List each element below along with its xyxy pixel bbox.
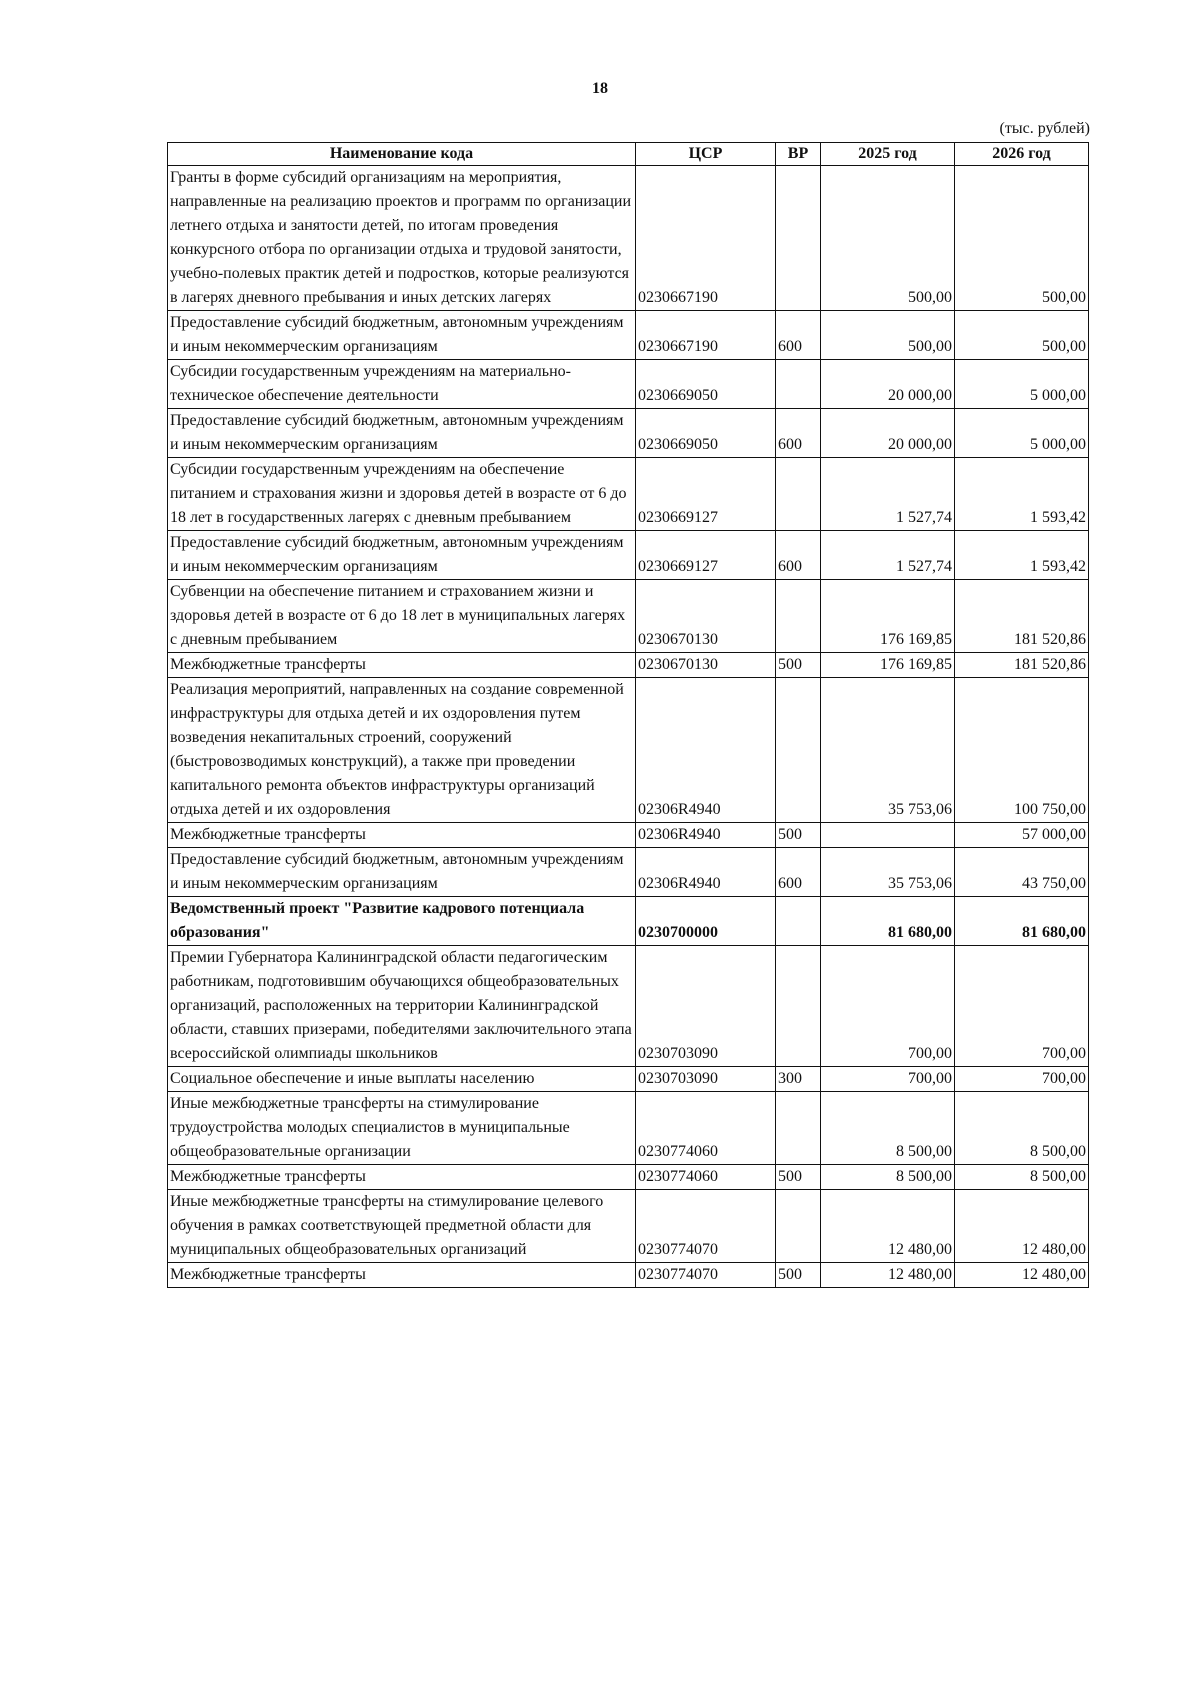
cell-2026: 8 500,00 bbox=[955, 1092, 1089, 1165]
table-row bbox=[168, 311, 1089, 360]
cell-2026: 1 593,42 bbox=[955, 458, 1089, 531]
cell-csr: 0230774060 bbox=[636, 1165, 776, 1190]
header-vr: ВР bbox=[776, 143, 821, 166]
cell-csr: 0230669127 bbox=[636, 458, 776, 531]
cell-2025: 176 169,85 bbox=[821, 580, 955, 653]
table-row bbox=[168, 1190, 1089, 1263]
cell-2026: 5 000,00 bbox=[955, 409, 1089, 458]
table-row bbox=[168, 1067, 1089, 1092]
cell-name: Субвенции на обеспечение питанием и страхованием жизни и здоровья детей в возрасте от 6 до 18 лет в муниципальных лагерях с дневным пребыванием bbox=[168, 580, 636, 653]
header-year-2025: 2025 год bbox=[821, 143, 955, 166]
table-row bbox=[168, 946, 1089, 1067]
cell-vr bbox=[776, 678, 821, 823]
cell-2025: 1 527,74 bbox=[821, 531, 955, 580]
cell-2026: 500,00 bbox=[955, 311, 1089, 360]
cell-2026: 1 593,42 bbox=[955, 531, 1089, 580]
budget-table bbox=[167, 142, 1089, 1288]
cell-csr: 0230670130 bbox=[636, 580, 776, 653]
cell-2026: 81 680,00 bbox=[955, 897, 1089, 946]
cell-2026: 181 520,86 bbox=[955, 580, 1089, 653]
cell-2026: 8 500,00 bbox=[955, 1165, 1089, 1190]
cell-vr: 600 bbox=[776, 409, 821, 458]
cell-2026: 500,00 bbox=[955, 166, 1089, 311]
cell-2026: 5 000,00 bbox=[955, 360, 1089, 409]
cell-vr bbox=[776, 580, 821, 653]
cell-2025: 20 000,00 bbox=[821, 360, 955, 409]
cell-name: Гранты в форме субсидий организациям на мероприятия, направленные на реализацию проектов и программ по организации летнего отдыха и занятости детей, по итогам проведения конкурсного отбора по организации отдыха и трудовой занятости, учебно-полевых практик детей и подростков, которые реализуются в лагерях дневного пребывания и иных детских лагерях bbox=[168, 166, 636, 311]
cell-csr: 0230670130 bbox=[636, 653, 776, 678]
table-row bbox=[168, 531, 1089, 580]
cell-vr: 500 bbox=[776, 823, 821, 848]
table-row bbox=[168, 653, 1089, 678]
cell-name: Ведомственный проект "Развитие кадрового потенциала образования" bbox=[168, 897, 636, 946]
page-number: 18 bbox=[592, 80, 608, 97]
cell-2026: 43 750,00 bbox=[955, 848, 1089, 897]
cell-csr: 0230669050 bbox=[636, 360, 776, 409]
cell-vr: 600 bbox=[776, 311, 821, 360]
cell-name: Предоставление субсидий бюджетным, автономным учреждениям и иным некоммерческим организациям bbox=[168, 531, 636, 580]
cell-name: Предоставление субсидий бюджетным, автономным учреждениям и иным некоммерческим организациям bbox=[168, 848, 636, 897]
table-row bbox=[168, 1165, 1089, 1190]
cell-vr bbox=[776, 1190, 821, 1263]
cell-csr: 0230669127 bbox=[636, 531, 776, 580]
cell-name: Реализация мероприятий, направленных на создание современной инфраструктуры для отдыха детей и их оздоровления путем возведения некапитальных строений, сооружений (быстровозводимых конструкций), а также при проведении капитального ремонта объектов инфраструктуры организаций отдыха детей и их оздоровления bbox=[168, 678, 636, 823]
cell-2025: 500,00 bbox=[821, 166, 955, 311]
cell-csr: 02306R4940 bbox=[636, 848, 776, 897]
cell-2026: 700,00 bbox=[955, 1067, 1089, 1092]
table-row bbox=[168, 678, 1089, 823]
cell-2025: 12 480,00 bbox=[821, 1263, 955, 1288]
cell-name: Предоставление субсидий бюджетным, автономным учреждениям и иным некоммерческим организациям bbox=[168, 409, 636, 458]
cell-vr bbox=[776, 166, 821, 311]
table-row bbox=[168, 897, 1089, 946]
cell-vr: 600 bbox=[776, 531, 821, 580]
cell-csr: 0230667190 bbox=[636, 166, 776, 311]
cell-name: Иные межбюджетные трансферты на стимулирование целевого обучения в рамках соответствующей предметной области для муниципальных общеобразовательных организаций bbox=[168, 1190, 636, 1263]
cell-csr: 0230774070 bbox=[636, 1190, 776, 1263]
cell-vr: 500 bbox=[776, 1263, 821, 1288]
cell-name: Межбюджетные трансферты bbox=[168, 1263, 636, 1288]
cell-vr: 500 bbox=[776, 653, 821, 678]
cell-2026: 12 480,00 bbox=[955, 1263, 1089, 1288]
cell-2025: 35 753,06 bbox=[821, 678, 955, 823]
table-row bbox=[168, 580, 1089, 653]
cell-csr: 0230669050 bbox=[636, 409, 776, 458]
cell-csr: 0230774060 bbox=[636, 1092, 776, 1165]
cell-2025 bbox=[821, 823, 955, 848]
cell-2025: 176 169,85 bbox=[821, 653, 955, 678]
cell-vr bbox=[776, 458, 821, 531]
cell-vr bbox=[776, 897, 821, 946]
cell-2025: 1 527,74 bbox=[821, 458, 955, 531]
cell-name: Социальное обеспечение и иные выплаты населению bbox=[168, 1067, 636, 1092]
table-row bbox=[168, 1263, 1089, 1288]
cell-2025: 700,00 bbox=[821, 1067, 955, 1092]
cell-vr: 600 bbox=[776, 848, 821, 897]
cell-csr: 0230667190 bbox=[636, 311, 776, 360]
cell-2025: 35 753,06 bbox=[821, 848, 955, 897]
cell-2025: 500,00 bbox=[821, 311, 955, 360]
units-note: (тыс. рублей) bbox=[999, 120, 1090, 137]
cell-csr: 0230700000 bbox=[636, 897, 776, 946]
cell-2025: 8 500,00 bbox=[821, 1092, 955, 1165]
cell-vr bbox=[776, 360, 821, 409]
cell-name: Премии Губернатора Калининградской области педагогическим работникам, подготовившим обучающихся общеобразовательных организаций, расположенных на территории Калининградской области, ставших призерами, победителями заключительного этапа всероссийской олимпиады школьников bbox=[168, 946, 636, 1067]
cell-csr: 02306R4940 bbox=[636, 823, 776, 848]
cell-name: Предоставление субсидий бюджетным, автономным учреждениям и иным некоммерческим организациям bbox=[168, 311, 636, 360]
header-csr: ЦСР bbox=[636, 143, 776, 166]
cell-2026: 57 000,00 bbox=[955, 823, 1089, 848]
table-header-row bbox=[168, 143, 1089, 166]
cell-name: Иные межбюджетные трансферты на стимулирование трудоустройства молодых специалистов в муниципальные общеобразовательные организации bbox=[168, 1092, 636, 1165]
cell-csr: 0230774070 bbox=[636, 1263, 776, 1288]
table-row bbox=[168, 848, 1089, 897]
cell-2026: 181 520,86 bbox=[955, 653, 1089, 678]
table-row bbox=[168, 360, 1089, 409]
table-row bbox=[168, 409, 1089, 458]
cell-csr: 0230703090 bbox=[636, 1067, 776, 1092]
cell-name: Межбюджетные трансферты bbox=[168, 653, 636, 678]
cell-name: Субсидии государственным учреждениям на обеспечение питанием и страхования жизни и здоровья детей в возрасте от 6 до 18 лет в государственных лагерях с дневным пребыванием bbox=[168, 458, 636, 531]
cell-2025: 12 480,00 bbox=[821, 1190, 955, 1263]
header-name: Наименование кода bbox=[168, 143, 636, 166]
table-row bbox=[168, 1092, 1089, 1165]
cell-csr: 02306R4940 bbox=[636, 678, 776, 823]
cell-vr bbox=[776, 946, 821, 1067]
cell-csr: 0230703090 bbox=[636, 946, 776, 1067]
cell-2025: 700,00 bbox=[821, 946, 955, 1067]
cell-2026: 100 750,00 bbox=[955, 678, 1089, 823]
cell-2026: 12 480,00 bbox=[955, 1190, 1089, 1263]
table-row bbox=[168, 458, 1089, 531]
cell-name: Межбюджетные трансферты bbox=[168, 823, 636, 848]
cell-2025: 8 500,00 bbox=[821, 1165, 955, 1190]
cell-vr: 500 bbox=[776, 1165, 821, 1190]
cell-name: Межбюджетные трансферты bbox=[168, 1165, 636, 1190]
cell-name: Субсидии государственным учреждениям на материально-техническое обеспечение деятельности bbox=[168, 360, 636, 409]
cell-2025: 20 000,00 bbox=[821, 409, 955, 458]
cell-vr bbox=[776, 1092, 821, 1165]
header-year-2026: 2026 год bbox=[955, 143, 1089, 166]
table-body bbox=[168, 166, 1089, 1288]
table-row bbox=[168, 823, 1089, 848]
cell-2026: 700,00 bbox=[955, 946, 1089, 1067]
table-row bbox=[168, 166, 1089, 311]
cell-2025: 81 680,00 bbox=[821, 897, 955, 946]
cell-vr: 300 bbox=[776, 1067, 821, 1092]
